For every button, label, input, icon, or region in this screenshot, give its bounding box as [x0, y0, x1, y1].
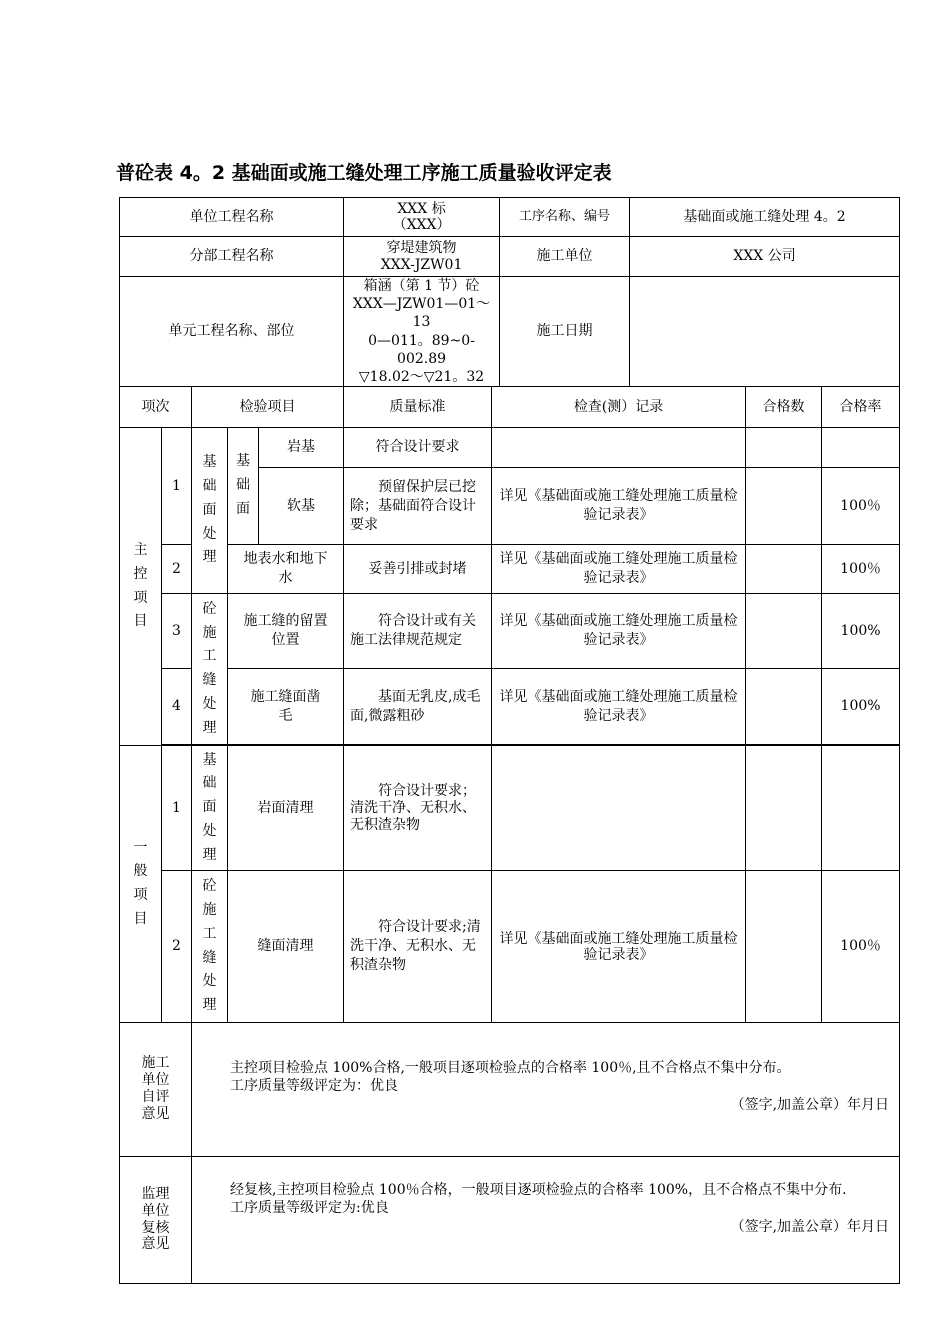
pass-rate: [822, 746, 900, 871]
item-no: 2: [162, 545, 192, 594]
foundation-treatment-label: 基础面处理: [192, 746, 228, 871]
quality-standard: 基面无乳皮,成毛面,微露粗砂: [344, 669, 492, 745]
inspection-item: 施工缝面凿毛: [228, 669, 344, 745]
contractor-opinion-row: [120, 1023, 900, 1157]
element-project-value: 箱涵（第 1 节）砼 XXX—JZW01—01～13 0—011。89~0-002.89 ▽18.02～▽21。32: [344, 277, 500, 387]
quality-standard: 符合设计要求: [344, 428, 492, 468]
quality-standard: 符合设计要求；清洗干净、无积水、无积渣杂物: [344, 746, 492, 871]
construction-date-label: 施工日期: [500, 277, 630, 387]
main-items-category: 主控项目: [120, 428, 162, 746]
item-no: 1: [162, 428, 192, 545]
table-row: [120, 428, 900, 468]
record: 详见《基础面或施工缝处理施工质量检验记录表》: [492, 468, 746, 545]
table-row: [120, 545, 900, 594]
process-name-value: 基础面或施工缝处理 4。2: [630, 198, 900, 237]
table-row: [120, 746, 900, 871]
quality-standard: 符合设计或有关施工法律规范规定: [344, 594, 492, 669]
foundation-surface-label: 基础面: [228, 428, 259, 545]
inspection-item: 缝面清理: [228, 871, 344, 1023]
supervisor-signature: （签字,加盖公章）年月日: [730, 1218, 890, 1235]
contractor-opinion-body: [192, 1023, 900, 1157]
pass-rate: [822, 428, 900, 468]
pass-rate: 100％: [822, 545, 900, 594]
col-qualified-count: 合格数: [746, 387, 822, 428]
pass-rate: 100%: [822, 594, 900, 669]
record: 详见《基础面或施工缝处理施工质量检验记录表》: [492, 871, 746, 1023]
qualified-count: [746, 746, 822, 871]
col-quality-standard: 质量标准: [344, 387, 492, 428]
element-project-label: 单元工程名称、部位: [120, 277, 344, 387]
qualified-count: [746, 669, 822, 745]
item-no: 4: [162, 669, 192, 745]
qualified-count: [746, 871, 822, 1023]
header-row-sub: [120, 237, 900, 277]
process-name-label: 工序名称、编号: [500, 198, 630, 237]
item-no: 2: [162, 871, 192, 1023]
pass-rate: 100％: [822, 468, 900, 545]
col-record: 检查(测）记录: [492, 387, 746, 428]
col-pass-rate: 合格率: [822, 387, 900, 428]
construction-unit-label: 施工单位: [500, 237, 630, 277]
supervisor-opinion-text: 经复核,主控项目检验点 100％合格，一般项目逐项检验点的合格率 100%，且不合格点不集中分布.: [230, 1182, 847, 1199]
construction-date-value: [630, 277, 900, 387]
table-row: [120, 669, 900, 745]
sub-project-value: 穿堤建筑物 XXX-JZW01: [344, 237, 500, 277]
contractor-opinion-label: 施工单位自评意见: [120, 1023, 192, 1157]
qualified-count: [746, 545, 822, 594]
construction-unit-value: XXX 公司: [630, 237, 900, 277]
record: 详见《基础面或施工缝处理施工质量检验记录表》: [492, 545, 746, 594]
pass-rate: 100%: [822, 669, 900, 745]
contractor-opinion-grade: 工序质量等级评定为：优良: [230, 1078, 398, 1095]
inspection-item: 岩面清理: [228, 746, 344, 871]
header-row-unit: [120, 198, 900, 237]
joint-treatment-label: 砼施工缝处理: [192, 871, 228, 1023]
quality-standard: 预留保护层已挖除；基础面符合设计要求: [344, 468, 492, 545]
page-title: 普砼表 4。2 基础面或施工缝处理工序施工质量验收评定表: [116, 162, 612, 184]
record: 详见《基础面或施工缝处理施工质量检验记录表》: [492, 594, 746, 669]
record: [492, 428, 746, 468]
unit-project-label: 单位工程名称: [120, 198, 344, 237]
item-no: 3: [162, 594, 192, 669]
supervisor-opinion-label: 监理单位复核意见: [120, 1157, 192, 1284]
record: 详见《基础面或施工缝处理施工质量检验记录表》: [492, 669, 746, 745]
pass-rate: 100％: [822, 871, 900, 1023]
inspection-item: 施工缝的留置位置: [228, 594, 344, 669]
sub-project-label: 分部工程名称: [120, 237, 344, 277]
qualified-count: [746, 594, 822, 669]
foundation-treatment-label: 基础面处理: [192, 428, 228, 594]
header-row-element: [120, 277, 900, 387]
col-inspection-item: 检验项目: [192, 387, 344, 428]
inspection-item: 岩基: [259, 428, 344, 468]
supervisor-opinion-grade: 工序质量等级评定为:优良: [230, 1200, 389, 1217]
inspection-item: 软基: [259, 468, 344, 545]
contractor-opinion-text: 主控项目检验点 100%合格,一般项目逐项检验点的合格率 100％,且不合格点不集中分布。: [230, 1060, 791, 1077]
table-row: [120, 871, 900, 1023]
record: [492, 746, 746, 871]
evaluation-table: [119, 197, 900, 1284]
item-no: 1: [162, 746, 192, 871]
unit-project-value: XXX 标 （XXX）: [344, 198, 500, 237]
supervisor-opinion-row: [120, 1157, 900, 1284]
general-items-category: 一般项目: [120, 746, 162, 1023]
qualified-count: [746, 468, 822, 545]
qualified-count: [746, 428, 822, 468]
col-item-no: 项次: [120, 387, 192, 428]
supervisor-opinion-body: [192, 1157, 900, 1284]
joint-treatment-label: 砼施工缝处理: [192, 594, 228, 745]
column-header-row: [120, 387, 900, 428]
quality-standard: 妥善引排或封堵: [344, 545, 492, 594]
contractor-signature: （签字,加盖公章）年月日: [730, 1096, 890, 1113]
inspection-item: 地表水和地下水: [228, 545, 344, 594]
table-row: [120, 594, 900, 669]
quality-standard: 符合设计要求;清洗干净、无积水、无积渣杂物: [344, 871, 492, 1023]
